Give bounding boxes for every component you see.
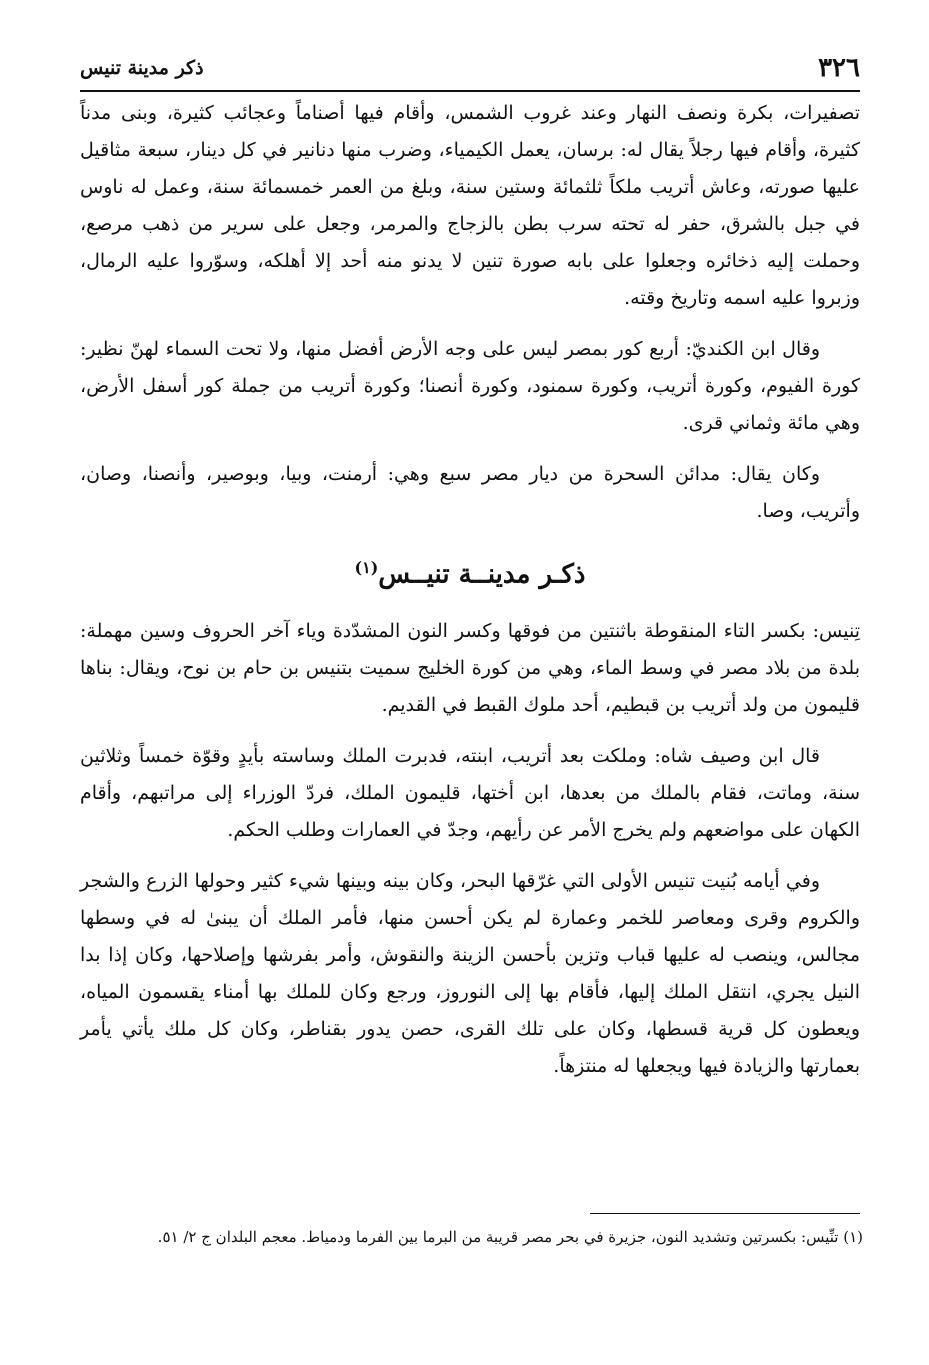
footnote-marker: (١) — [354, 558, 379, 577]
header-rule — [80, 90, 860, 92]
paragraph: تصفيرات، بكرة ونصف النهار وعند غروب الشمس، وأقام فيها أصناماً وعجائب كثيرة، وبنى مدناً كثيرة، وأقام فيها رجلاً يقال له: برسان، يعمل الكيمياء، وضرب منها دنانير في كل دينار، سبعة مثاقيل عليها صورته، وعاش أتريب ملكاً ثلثمائة وستين سنة، وبلغ من العمر خمسمائة سنة، وعمل له ناوس في جبل بالشرق، حفر له تحته سرب بطن بالزجاج والمرمر، وجعل على سرير من ذهب مرصع، وحملت إليه ذخائره وجعلوا على بابه صورة تنين لا يدنو منه أحد إلا أهلكه، وسوّروا عليه الرمال، وزبروا عليه اسمه وتاريخ وقته. — [80, 102, 860, 309]
section-heading — [80, 544, 860, 599]
body-text — [80, 95, 860, 1099]
footnote: (١) تنِّيس: بكسرتين وتشديد النون، جزيرة في بحر مصر قريبة من البرما بين الفرما ودمياط. معجم البلدان ج ٢/ ٥١. — [157, 1228, 863, 1246]
paragraph: وكان يقال: مدائن السحرة من ديار مصر سبع وهي: أرمنت، وبيا، وبوصير، وأنصنا، وصان، وأتريب، وصا. — [80, 463, 860, 522]
page-number: ٣٢٦ — [818, 53, 860, 83]
paragraph: قال ابن وصيف شاه: وملكت بعد أتريب، ابنته، فدبرت الملك وساسته بأيدٍ وقوّة خمساً وثلاثين سنة، وماتت، فقام بالملك من بعدها، ابن أختها، قليمون الملك، فردّ الوزراء إلى مراتبهم، وأقام الكهان على مواضعهم ولم يخرج الأمر عن رأيهم، وجدّ في العمارات وطلب الحكم. — [80, 744, 860, 841]
running-title: ذكر مدينة تنيس — [80, 57, 204, 79]
page-header — [80, 50, 860, 86]
paragraph: وفي أيامه بُنيت تنيس الأولى التي غرّقها البحر، وكان بينه وبينها شيء كثير وحولها الزرع والشجر والكروم وقرى ومعاصر للخمر وعمارة لم يكن أحسن منها، فأمر الملك أن يبنىٰ له في وسطها مجالس، وينصب له عليها قباب وتزين بأحسن الزينة والنقوش، وأمر بفرشها وإصلاحها، وكان إذا بدا النيل يجري، انتقل الملك إليها، فأقام بها إلى النوروز، ورجع وكان للملك بها أمناء يقسمون المياه، ويعطون كل قرية قسطها، وكان على تلك القرى، حصن يدور بقناطر، وكان كل ملك يأتي يأمر بعمارتها والزيادة فيها ويجعلها له منتزهاً. — [80, 869, 860, 1077]
paragraph: تِنيس: بكسر التاء المنقوطة باثنتين من فوقها وكسر النون المشدّدة وياء آخر الحروف وسين مهملة: بلدة من بلاد مصر في وسط الماء، وهي من كورة الخليج سميت بتنيس بن حام بن نوح، ويقال: بناها قليمون من ولد أتريب بن قبطيم، أحد ملوك القبط في القديم. — [80, 619, 860, 716]
section-heading-text: ذكـر مدينــة تنيــس — [378, 559, 586, 590]
footnote-rule — [590, 1213, 860, 1214]
paragraph: وقال ابن الكنديّ: أربع كور بمصر ليس على وجه الأرض أفضل منها، ولا تحت السماء لهنّ نظير: كورة الفيوم، وكورة أتريب، وكورة سمنود، وكورة أنصنا؛ وكورة أتريب من جملة كور أسفل الأرض، وهي مائة وثماني قرى. — [80, 338, 860, 434]
